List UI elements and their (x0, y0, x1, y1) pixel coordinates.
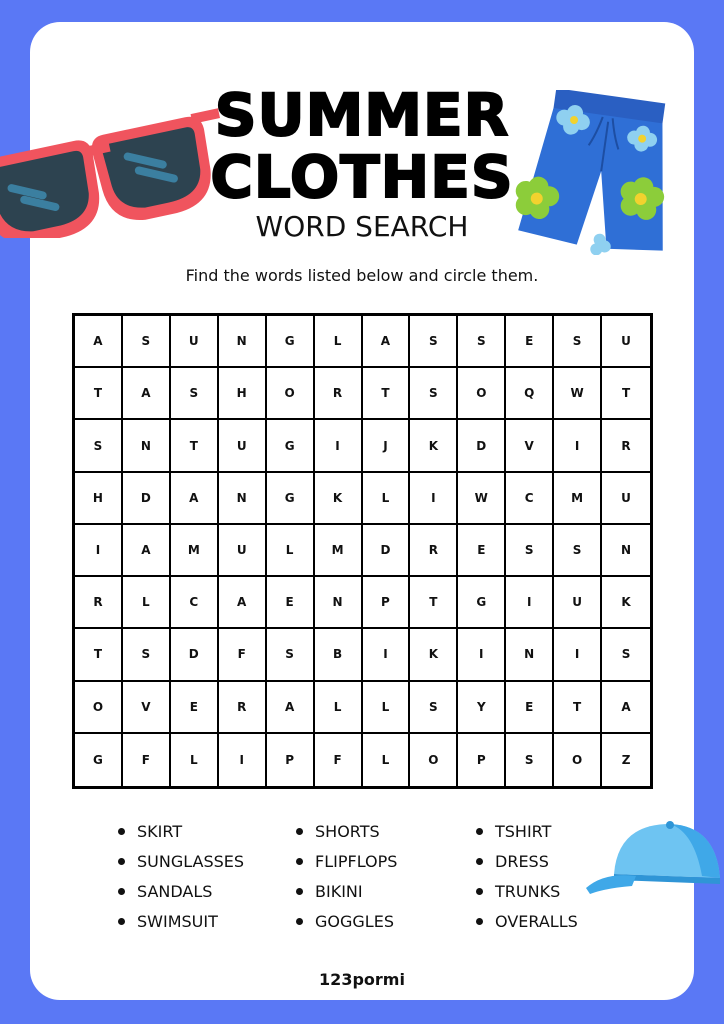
grid-cell[interactable]: Q (506, 368, 554, 420)
grid-cell[interactable]: T (75, 368, 123, 420)
grid-cell[interactable]: N (219, 316, 267, 368)
word-list-item (118, 850, 296, 872)
grid-cell[interactable]: W (554, 368, 602, 420)
grid-cell[interactable]: C (171, 577, 219, 629)
grid-cell[interactable]: J (363, 420, 411, 472)
grid-cell[interactable]: S (410, 682, 458, 734)
grid-cell[interactable]: T (554, 682, 602, 734)
grid-cell[interactable]: A (123, 368, 171, 420)
grid-cell[interactable]: U (219, 525, 267, 577)
bullet-icon (118, 858, 125, 865)
grid-cell[interactable]: S (506, 525, 554, 577)
word-label: OVERALLS (495, 911, 578, 931)
grid-cell[interactable]: G (267, 420, 315, 472)
grid-cell[interactable]: F (123, 734, 171, 786)
bullet-icon (476, 918, 483, 925)
grid-cell[interactable]: E (171, 682, 219, 734)
word-label: FLIPFLOPS (315, 851, 398, 871)
grid-cell[interactable]: L (123, 577, 171, 629)
word-list-item (118, 910, 296, 932)
grid-cell[interactable]: E (267, 577, 315, 629)
grid-cell[interactable]: O (554, 734, 602, 786)
grid-cell[interactable]: A (267, 682, 315, 734)
grid-cell[interactable]: E (506, 316, 554, 368)
grid-cell[interactable]: D (123, 473, 171, 525)
grid-cell[interactable]: V (506, 420, 554, 472)
bullet-icon (296, 918, 303, 925)
grid-cell[interactable]: S (410, 368, 458, 420)
word-label: BIKINI (315, 881, 363, 901)
grid-cell[interactable]: B (315, 629, 363, 681)
brand-logo: 123pormi (319, 970, 405, 989)
grid-cell[interactable]: I (410, 473, 458, 525)
grid-cell[interactable]: S (506, 734, 554, 786)
grid-cell[interactable]: P (267, 734, 315, 786)
grid-cell[interactable]: M (554, 473, 602, 525)
word-list-item (476, 910, 606, 932)
grid-cell[interactable]: I (554, 420, 602, 472)
grid-cell[interactable]: T (171, 420, 219, 472)
grid-cell[interactable]: A (171, 473, 219, 525)
grid-cell[interactable]: K (410, 629, 458, 681)
title-line-1: SUMMER (214, 81, 510, 149)
grid-cell[interactable]: S (554, 316, 602, 368)
grid-cell[interactable]: A (75, 316, 123, 368)
word-list-item (118, 820, 296, 842)
bullet-icon (118, 918, 125, 925)
word-search-grid (72, 313, 653, 789)
grid-cell[interactable]: N (219, 473, 267, 525)
grid-cell[interactable]: L (363, 734, 411, 786)
grid-cell[interactable]: O (458, 368, 506, 420)
grid-cell[interactable]: F (219, 629, 267, 681)
grid-cell[interactable]: W (458, 473, 506, 525)
bullet-icon (476, 888, 483, 895)
word-label: TSHIRT (495, 821, 552, 841)
grid-cell[interactable]: G (267, 316, 315, 368)
grid-cell[interactable]: G (458, 577, 506, 629)
grid-cell[interactable]: I (363, 629, 411, 681)
word-label: SANDALS (137, 881, 213, 901)
word-list-item (296, 850, 476, 872)
bullet-icon (296, 858, 303, 865)
word-list (118, 820, 598, 932)
title-line-2: CLOTHES (210, 143, 514, 211)
word-label: SUNGLASSES (137, 851, 245, 871)
bullet-icon (118, 828, 125, 835)
word-list-item (296, 820, 476, 842)
grid-cell[interactable]: C (506, 473, 554, 525)
grid-cell[interactable]: I (506, 577, 554, 629)
grid-cell[interactable]: V (123, 682, 171, 734)
grid-cell[interactable]: H (75, 473, 123, 525)
word-list-item (296, 880, 476, 902)
grid-cell[interactable]: I (315, 420, 363, 472)
grid-cell[interactable]: E (458, 525, 506, 577)
grid-cell[interactable]: D (363, 525, 411, 577)
grid-cell[interactable]: N (315, 577, 363, 629)
grid-cell[interactable]: S (554, 525, 602, 577)
grid-cell[interactable]: O (267, 368, 315, 420)
word-list-item (296, 910, 476, 932)
instructions: Find the words listed below and circle them. (185, 266, 539, 285)
grid-cell[interactable]: L (171, 734, 219, 786)
grid-cell[interactable]: L (363, 682, 411, 734)
grid-cell[interactable]: T (75, 629, 123, 681)
grid-cell[interactable]: K (602, 577, 650, 629)
word-label: SHORTS (315, 821, 380, 841)
grid-cell[interactable]: N (123, 420, 171, 472)
grid-cell[interactable]: T (602, 368, 650, 420)
grid-cell[interactable]: N (602, 525, 650, 577)
grid-cell[interactable]: M (171, 525, 219, 577)
grid-cell[interactable]: T (363, 368, 411, 420)
bullet-icon (476, 858, 483, 865)
grid-cell[interactable]: F (315, 734, 363, 786)
grid-cell[interactable]: L (315, 682, 363, 734)
grid-cell[interactable]: S (267, 629, 315, 681)
grid-cell[interactable]: I (458, 629, 506, 681)
grid-cell[interactable]: I (554, 629, 602, 681)
grid-cell[interactable]: U (219, 420, 267, 472)
word-label: SKIRT (137, 821, 183, 841)
word-label: GOGGLES (315, 911, 394, 931)
grid-cell[interactable]: U (602, 316, 650, 368)
grid-cell[interactable]: N (506, 629, 554, 681)
grid-cell[interactable]: A (219, 577, 267, 629)
grid-cell[interactable]: S (123, 316, 171, 368)
grid-cell[interactable]: T (410, 577, 458, 629)
grid-cell[interactable]: D (171, 629, 219, 681)
word-label: SWIMSUIT (137, 911, 218, 931)
grid-cell[interactable]: I (75, 525, 123, 577)
word-list-item (118, 880, 296, 902)
grid-cell[interactable]: R (410, 525, 458, 577)
grid-cell[interactable]: L (267, 525, 315, 577)
grid-cell[interactable]: K (315, 473, 363, 525)
grid-cell[interactable]: S (75, 420, 123, 472)
grid-cell[interactable]: L (315, 316, 363, 368)
grid-cell[interactable]: U (554, 577, 602, 629)
grid-cell[interactable]: K (410, 420, 458, 472)
grid-cell[interactable]: A (363, 316, 411, 368)
bullet-icon (476, 828, 483, 835)
grid-cell[interactable]: Y (458, 682, 506, 734)
grid-cell[interactable]: R (315, 368, 363, 420)
grid-cell[interactable]: O (75, 682, 123, 734)
grid-cell[interactable]: I (219, 734, 267, 786)
grid-cell[interactable]: D (458, 420, 506, 472)
grid-cell[interactable]: H (219, 368, 267, 420)
grid-cell[interactable]: L (363, 473, 411, 525)
cap-icon (584, 818, 724, 900)
grid-cell[interactable]: S (123, 629, 171, 681)
grid-cell[interactable]: P (363, 577, 411, 629)
grid-cell[interactable]: U (171, 316, 219, 368)
grid-cell[interactable]: P (458, 734, 506, 786)
grid-cell[interactable]: S (458, 316, 506, 368)
grid-cell[interactable]: S (171, 368, 219, 420)
grid-cell[interactable]: E (506, 682, 554, 734)
grid-cell[interactable]: Z (621, 752, 631, 767)
grid-cell[interactable]: R (219, 682, 267, 734)
bullet-icon (296, 888, 303, 895)
subtitle: WORD SEARCH (255, 210, 469, 243)
grid-cell[interactable]: G (267, 473, 315, 525)
grid-cell[interactable]: R (75, 577, 123, 629)
grid-cell[interactable]: S (410, 316, 458, 368)
grid-cell[interactable]: U (602, 473, 650, 525)
word-label: DRESS (495, 851, 549, 871)
grid-cell[interactable]: M (315, 525, 363, 577)
bullet-icon (296, 828, 303, 835)
grid-cell[interactable]: A (123, 525, 171, 577)
bullet-icon (118, 888, 125, 895)
word-label: TRUNKS (495, 881, 561, 901)
grid-cell[interactable]: A (602, 682, 650, 734)
grid-cell[interactable]: O (410, 734, 458, 786)
grid-cell[interactable]: R (602, 420, 650, 472)
grid-cell[interactable]: S (602, 629, 650, 681)
grid-cell[interactable]: G (75, 734, 123, 786)
